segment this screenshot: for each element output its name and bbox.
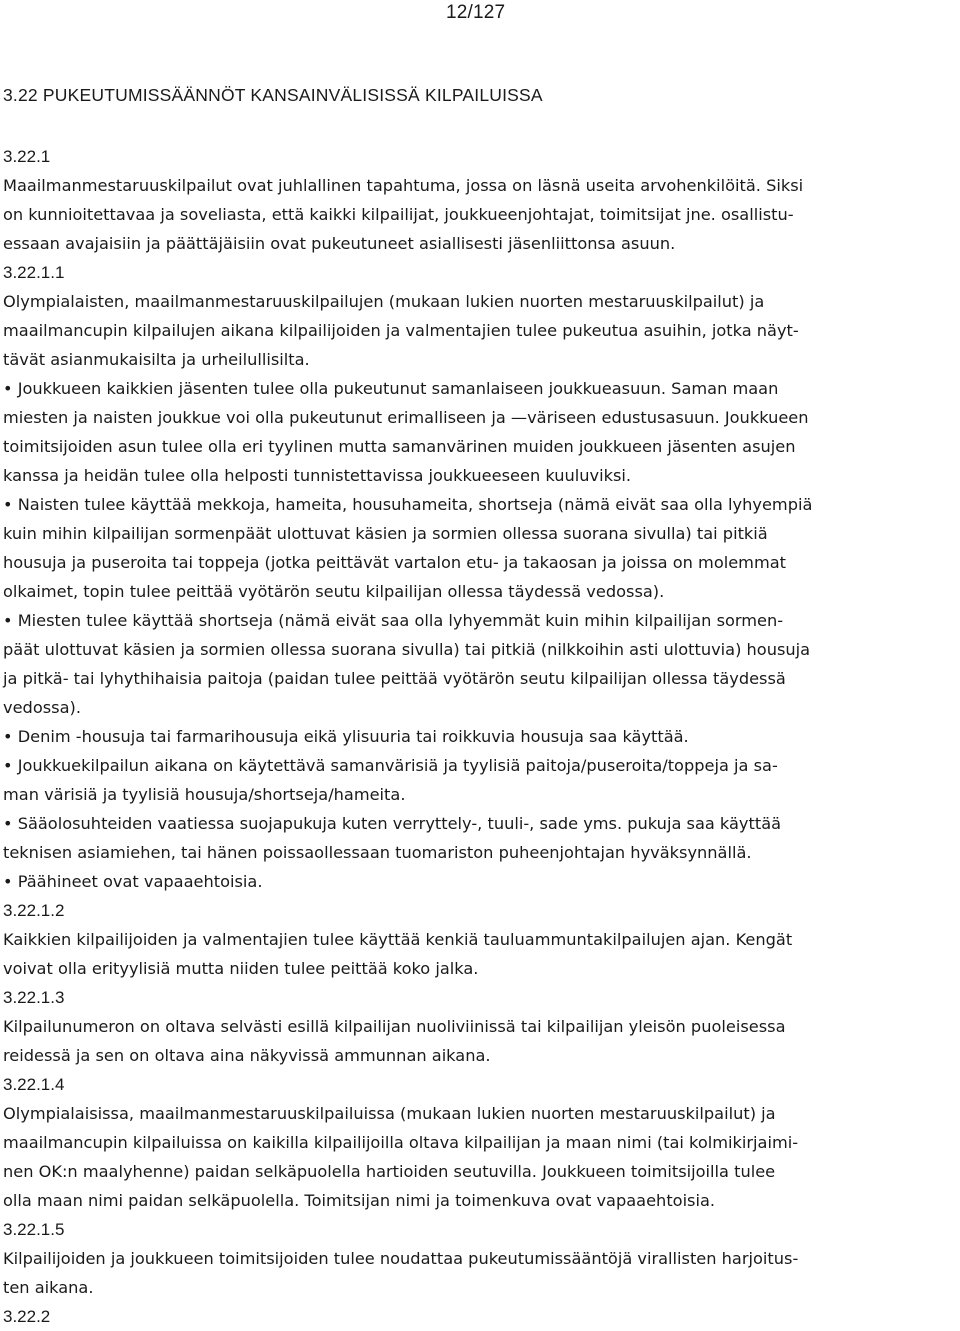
text-line: maailmancupin kilpailuissa on kaikilla kilpailijoilla oltava kilpailijan ja maan nimi (tai kolmikirjaimi- [3, 1133, 799, 1152]
text-line: • Joukkueen kaikkien jäsenten tulee olla pukeutunut samanlaiseen joukkueasuun. Saman maan [3, 379, 779, 398]
text-line: • Joukkuekilpailun aikana on käytettävä samanvärisiä ja tyylisiä paitoja/puseroita/toppeja ja sa- [3, 756, 778, 775]
text-line: tävät asianmukaisilta ja urheilullisilta. [3, 350, 310, 369]
text-line: olkaimet, topin tulee peittää vyötärön seutu kilpailijan ollessa täydessä vedossa). [3, 582, 665, 601]
text-line: • Sääolosuhteiden vaatiessa suojapukuja kuten verryttely-, tuuli-, sade yms. pukuja saa käyttää [3, 814, 782, 833]
paragraph [3, 722, 953, 751]
text-line: 3.22.1 [3, 147, 51, 166]
text-line: ten aikana. [3, 1278, 94, 1297]
text-line: teknisen asiamiehen, tai hänen poissaollessaan tuomariston puheenjohtajan hyväksynnällä. [3, 843, 752, 862]
section-number [3, 896, 953, 925]
text-line: Olympialaisissa, maailmanmestaruuskilpailuissa (mukaan lukien nuorten mestaruuskilpailut) ja [3, 1104, 776, 1123]
text-line: vedossa). [3, 698, 81, 717]
section-number [3, 1302, 953, 1331]
section-number [3, 1215, 953, 1244]
section-title: 3.22 PUKEUTUMISSÄÄNNÖT KANSAINVÄLISISSÄ KILPAILUISSA [3, 85, 543, 105]
text-line: voivat olla erityylisiä mutta niiden tulee peittää koko jalka. [3, 959, 479, 978]
text-line: essaan avajaisiin ja päättäjäisiin ovat pukeutuneet asiallisesti jäsenliittonsa asuun. [3, 234, 676, 253]
document-body [3, 142, 953, 1331]
paragraph [3, 287, 953, 374]
text-line: kuin mihin kilpailijan sormenpäät ulottuvat käsien ja sormien ollessa suorana sivulla) tai pitkiä [3, 524, 768, 543]
text-line: toimitsijoiden asun tulee olla eri tyylinen mutta samanvärinen muiden joukkueen jäsenten asujen [3, 437, 796, 456]
paragraph [3, 490, 953, 606]
text-line: nen OK:n maalyhenne) paidan selkäpuolella hartioiden seutuvilla. Joukkueen toimitsijoilla tulee [3, 1162, 776, 1181]
text-line: Kaikkien kilpailijoiden ja valmentajien tulee käyttää kenkiä tauluammuntakilpailujen ajan. Kengät [3, 930, 793, 949]
section-number [3, 983, 953, 1012]
section-number [3, 142, 953, 171]
paragraph [3, 925, 953, 983]
text-line: olla maan nimi paidan selkäpuolella. Toimitsijan nimi ja toimenkuva ovat vapaaehtoisia. [3, 1191, 716, 1210]
text-line: on kunnioitettavaa ja soveliasta, että kaikki kilpailijat, joukkueenjohtajat, toimitsijat jne. osallistu- [3, 205, 794, 224]
text-line: 3.22.1.4 [3, 1075, 65, 1094]
paragraph [3, 751, 953, 809]
text-line: 3.22.1.2 [3, 901, 65, 920]
text-line: ja pitkä- tai lyhythihaisia paitoja (paidan tulee peittää vyötärön seutu kilpailijan ollessa täydessä [3, 669, 786, 688]
text-line: päät ulottuvat käsien ja sormien ollessa suorana sivulla) tai pitkiä (nilkkoihin asti ulottuvia) housuja [3, 640, 811, 659]
text-line: • Miesten tulee käyttää shortseja (nämä eivät saa olla lyhyemmät kuin mihin kilpailijan sormen- [3, 611, 784, 630]
paragraph [3, 171, 953, 258]
text-line: man värisiä ja tyylisiä housuja/shortseja/hameita. [3, 785, 406, 804]
text-line: kanssa ja heidän tulee olla helposti tunnistettavissa joukkueeseen kuuluviksi. [3, 466, 632, 485]
text-line: 3.22.1.3 [3, 988, 65, 1007]
section-number [3, 258, 953, 287]
section-number [3, 1070, 953, 1099]
paragraph [3, 374, 953, 490]
text-line: • Naisten tulee käyttää mekkoja, hameita, housuhameita, shortseja (nämä eivät saa olla lyhyempiä [3, 495, 813, 514]
text-line: maailmancupin kilpailujen aikana kilpailijoiden ja valmentajien tulee pukeutua asuihin, jotka näyt- [3, 321, 799, 340]
text-line: Kilpailunumeron on oltava selvästi esillä kilpailijan nuoliviinissä tai kilpailijan yleisön puoleisessa [3, 1017, 786, 1036]
paragraph [3, 1099, 953, 1215]
text-line: 3.22.1.5 [3, 1220, 65, 1239]
paragraph [3, 1244, 953, 1302]
page-number: 12/127 [446, 2, 506, 23]
text-line: Maailmanmestaruuskilpailut ovat juhlallinen tapahtuma, jossa on läsnä useita arvohenkilöitä. Siksi [3, 176, 804, 195]
paragraph [3, 606, 953, 722]
text-line: • Päähineet ovat vapaaehtoisia. [3, 872, 263, 891]
text-line: • Denim -housuja tai farmarihousuja eikä ylisuuria tai roikkuvia housuja saa käyttää. [3, 727, 689, 746]
text-line: reidessä ja sen on oltava aina näkyvissä ammunnan aikana. [3, 1046, 491, 1065]
paragraph [3, 809, 953, 867]
paragraph [3, 867, 953, 896]
text-line: 3.22.1.1 [3, 263, 65, 282]
text-line: 3.22.2 [3, 1307, 51, 1326]
text-line: housuja ja puseroita tai toppeja (jotka peittävät vartalon etu- ja takaosan ja joissa on molemmat [3, 553, 786, 572]
paragraph [3, 1012, 953, 1070]
text-line: Olympialaisten, maailmanmestaruuskilpailujen (mukaan lukien nuorten mestaruuskilpailut) ja [3, 292, 765, 311]
text-line: miesten ja naisten joukkue voi olla pukeutunut erimalliseen ja —väriseen edustusasuun. Joukkueen [3, 408, 809, 427]
text-line: Kilpailijoiden ja joukkueen toimitsijoiden tulee noudattaa pukeutumissääntöjä virallisten harjoitus- [3, 1249, 799, 1268]
